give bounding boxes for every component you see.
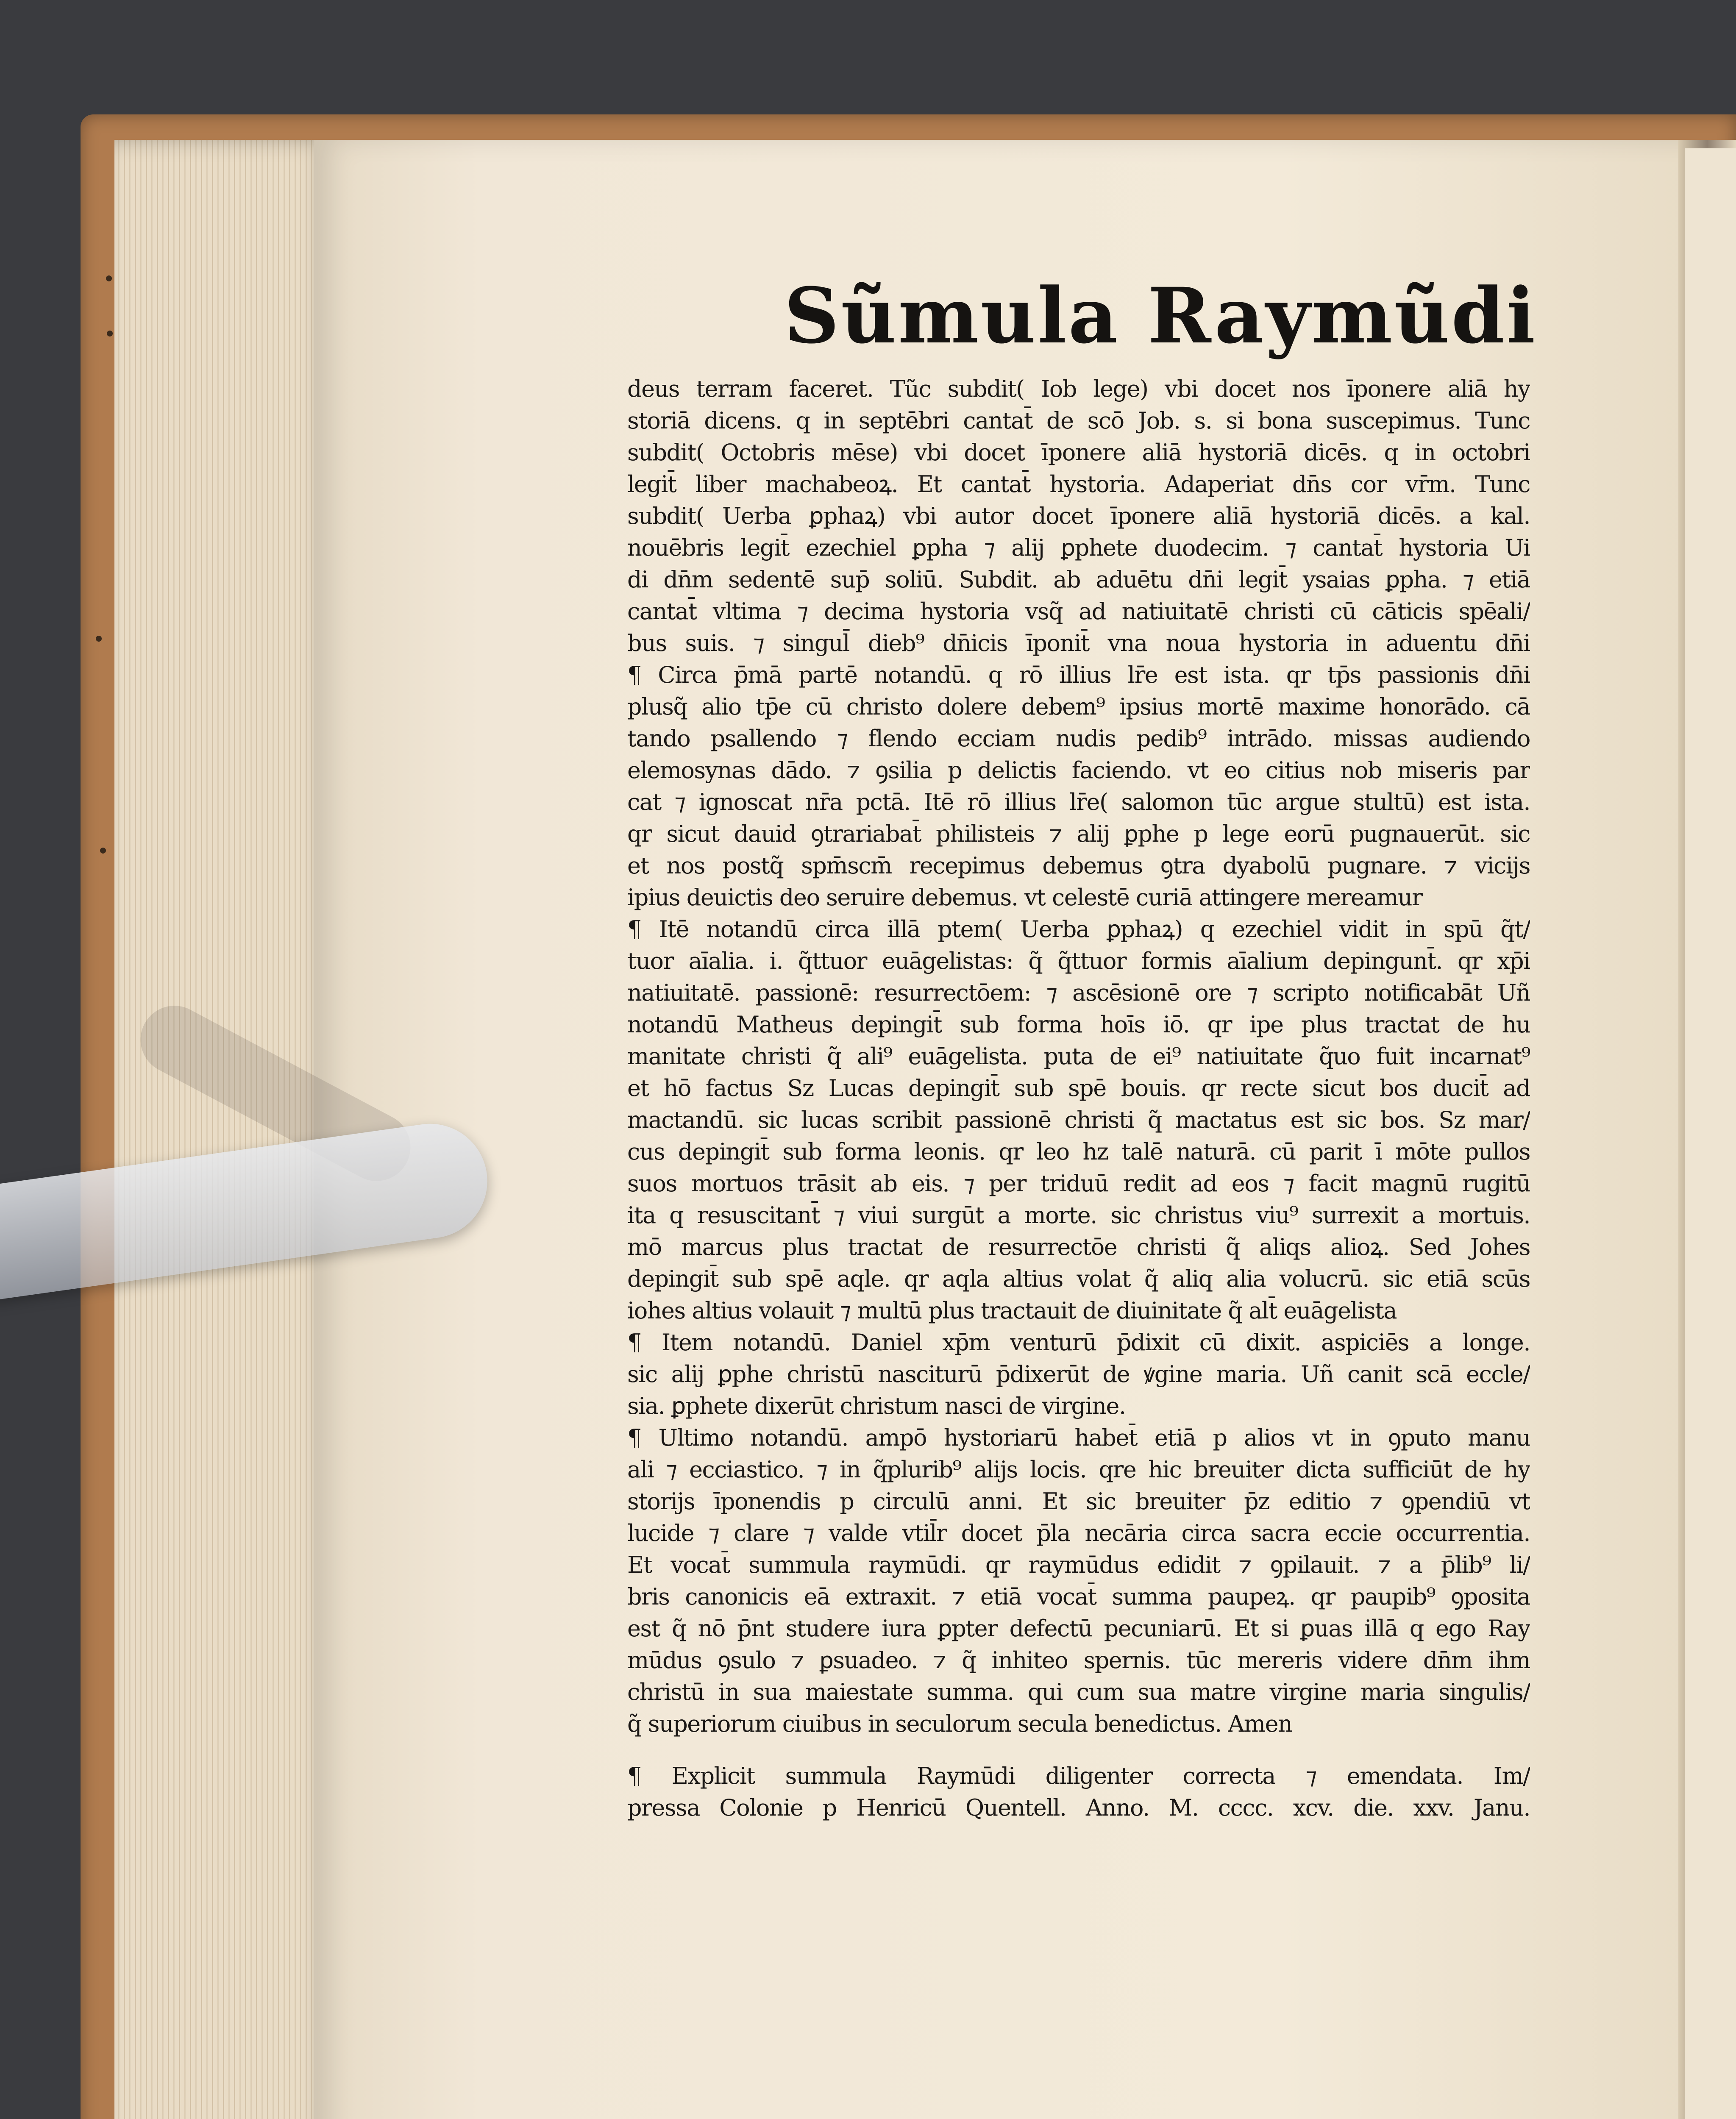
text-line: nouēbris legit̄ ezechiel ꝑpha ⁊ alij ꝑphete duodecim. ⁊ cantat̄ hystoria Ui (627, 534, 1530, 561)
text-line: storiā dicens. q in septēbri cantat̄ de scō Job. s. si bona suscepimus. Tunc (627, 407, 1530, 434)
text-line: lucide ⁊ clare ⁊ valde vtil̄r docet p̄la necāria circa sacra eccie occurrentia. (627, 1520, 1530, 1546)
text-line: ¶ Itē notandū circa illā ptem( Uerba ꝑphaꝝ) q ezechiel vidit in spū q̃t/ (627, 916, 1530, 943)
colophon-spacing (627, 1740, 1530, 1760)
text-line: elemosynas dādo. ⁊ ꝯsilia p delictis faciendo. vt eo citius nob miseris par (627, 757, 1530, 784)
text-line: et nos postq̃ spm̄scm̄ recepimus debemus ꝯtra dyabolū pugnare. ⁊ vicijs (627, 852, 1530, 879)
text-block (627, 373, 1530, 1824)
text-line: tando psallendo ⁊ flendo ecciam nudis pedib⁹ intrādo. missas audiendo (627, 725, 1530, 752)
text-line: legit̄ liber machabeoꝝ. Et cantat̄ hystoria. Adaperiat dn̄s cor vr̄m. Tunc (627, 471, 1530, 498)
text-line: Et vocat̄ summula raymūdi. qr raymūdus edidit ⁊ ꝯpilauit. ⁊ a p̄lib⁹ li/ (627, 1552, 1530, 1578)
text-line: depingit̄ sub spē aqle. qr aqla altius volat q̃ aliq alia volucrū. sic etiā scūs (627, 1265, 1530, 1292)
text-line: ¶ Ultimo notandū. ampō hystoriarū habet̄ etiā p alios vt in ꝯputo manu (627, 1424, 1530, 1451)
text-line: bris canonicis eā extraxit. ⁊ etiā vocat̄ summa paupeꝝ. qr paupib⁹ ꝯposita (627, 1583, 1530, 1610)
text-line: ¶ Explicit summula Raymūdi diligenter correcta ⁊ emendata. Im/ (627, 1763, 1530, 1789)
text-line: ¶ Circa p̄mā partē notandū. q rō illius lr̄e est ista. qr tp̄s passionis dn̄i (627, 662, 1530, 688)
text-line: mō marcus plus tractat de resurrectōe christi q̃ aliqs alioꝝ. Sed Johes (627, 1234, 1530, 1260)
wormhole (106, 275, 112, 281)
text-line: sic alij ꝑphe christū nasciturū p̄dixerūt de ꝟgine maria. Uñ canit scā eccle/ (627, 1361, 1530, 1388)
text-line: et hō factus Sz Lucas depingit̄ sub spē bouis. qr recte sicut bos ducit̄ ad (627, 1075, 1530, 1101)
text-line: cantat̄ vltima ⁊ decima hystoria vsq̃ ad natiuitatē christi cū cāticis spēali/ (627, 598, 1530, 625)
text-line: mūdus ꝯsulo ⁊ ꝑsuadeo. ⁊ q̃ inhiteo spernis. tūc mereris videre dn̄m ihm (627, 1647, 1530, 1674)
text-line: storijs īponendis p circulū anni. Et sic breuiter p̄z editio ⁊ ꝯpendiū vt (627, 1488, 1530, 1515)
text-line: sia. ꝑphete dixerūt christum nasci de virgine. (627, 1393, 1126, 1419)
paragraph (627, 1326, 1530, 1422)
text-line: manitate christi q̃ ali⁹ euāgelista. puta de ei⁹ natiuitate q̃uo fuit incarnat⁹ (627, 1043, 1530, 1070)
text-line: natiuitatē. passionē: resurrectōem: ⁊ ascēsionē ore ⁊ scripto notificabāt Uñ (627, 979, 1530, 1006)
text-line: deus terram faceret. Tũc subdit( Iob lege) vbi docet nos īponere aliā hy (627, 375, 1530, 402)
text-line: subdit( Uerba ꝑphaꝝ) vbi autor docet īponere aliā hystoriā dicēs. a kal. (627, 503, 1530, 529)
text-line: mactandū. sic lucas scribit passionē christi q̃ mactatus est sic bos. Sz mar/ (627, 1107, 1530, 1133)
text-line: tuor aīalia. i. q̃ttuor euāgelistas: q̃ q̃ttuor formis aīalium depingunt̄. qr xp̄i (627, 948, 1530, 974)
facing-page-edge (1685, 148, 1736, 2119)
wormhole (100, 848, 106, 854)
text-line: ali ⁊ ecciastico. ⁊ in q̃plurib⁹ alijs locis. qre hic breuiter dicta sufficiūt de hy (627, 1456, 1530, 1483)
text-line: ita q resuscitant̄ ⁊ viui surgūt a morte. sic christus viu⁹ surrexit a mortuis. (627, 1202, 1530, 1229)
wormhole (96, 636, 102, 642)
paragraph (627, 373, 1530, 659)
text-line: ¶ Item notandū. Daniel xp̄m venturū p̄dixit cū dixit. aspiciēs a longe. (627, 1329, 1530, 1356)
running-head: Sũmula Raymũdi (784, 271, 1537, 361)
text-line: christū in sua maiestate summa. qui cum sua matre virgine maria singulis/ (627, 1679, 1530, 1705)
text-line: di dn̄m sedentē sup̄ soliū. Subdit. ab aduētu dn̄i legit̄ ysaias ꝑpha. ⁊ etiā (627, 566, 1530, 593)
text-line: cus depingit̄ sub forma leonis. qr leo hz talē naturā. cū parit ī mōte pullos (627, 1138, 1530, 1165)
text-line: pressa Colonie p Henricū Quentell. Anno. M. cccc. xcv. die. xxv. Janu. (627, 1794, 1530, 1821)
text-line: notandū Matheus depingit̄ sub forma hoīs iō. qr ipe plus tractat de hu (627, 1011, 1530, 1038)
paragraph (627, 913, 1530, 1326)
text-line: bus suis. ⁊ singul̄ dieb⁹ dn̄icis īponit̄ vna noua hystoria in aduentu dn̄i (627, 630, 1530, 656)
text-line: cat ⁊ ignoscat nr̄a pctā. Itē rō illius lr̄e( salomon tūc argue stultū) est ista. (627, 789, 1530, 815)
text-line: qr sicut dauid ꝯtrariabat̄ philisteis ⁊ alij ꝑphe p lege eorū pugnauerūt. sic (627, 820, 1530, 847)
text-line: plusq̃ alio tp̄e cū christo dolere debem⁹ ipsius mortē maxime honorādo. cā (627, 693, 1530, 720)
paragraph (627, 1422, 1530, 1740)
text-line: q̃ superiorum ciuibus in seculorum secula benedictus. Amen (627, 1710, 1292, 1737)
text-line: est q̃ nō p̄nt studere iura ꝑpter defectū pecuniarū. Et si ꝑuas illā q ego Ray (627, 1615, 1530, 1642)
colophon (627, 1760, 1530, 1824)
text-line: iohes altius volauit ⁊ multū plus tractauit de diuinitate q̃ alt̄ euāgelista (627, 1297, 1397, 1324)
text-line: ipius deuictis deo seruire debemus. vt celestē curiā attingere mereamur (627, 884, 1422, 911)
paragraph (627, 659, 1530, 913)
text-line: suos mortuos trāsit ab eis. ⁊ per triduū redit ad eos ⁊ facit magnū rugitū (627, 1170, 1530, 1197)
wormhole (107, 331, 113, 336)
text-line: subdit( Octobris mēse) vbi docet īponere aliā hystoriā dicēs. q in octobri (627, 439, 1530, 466)
